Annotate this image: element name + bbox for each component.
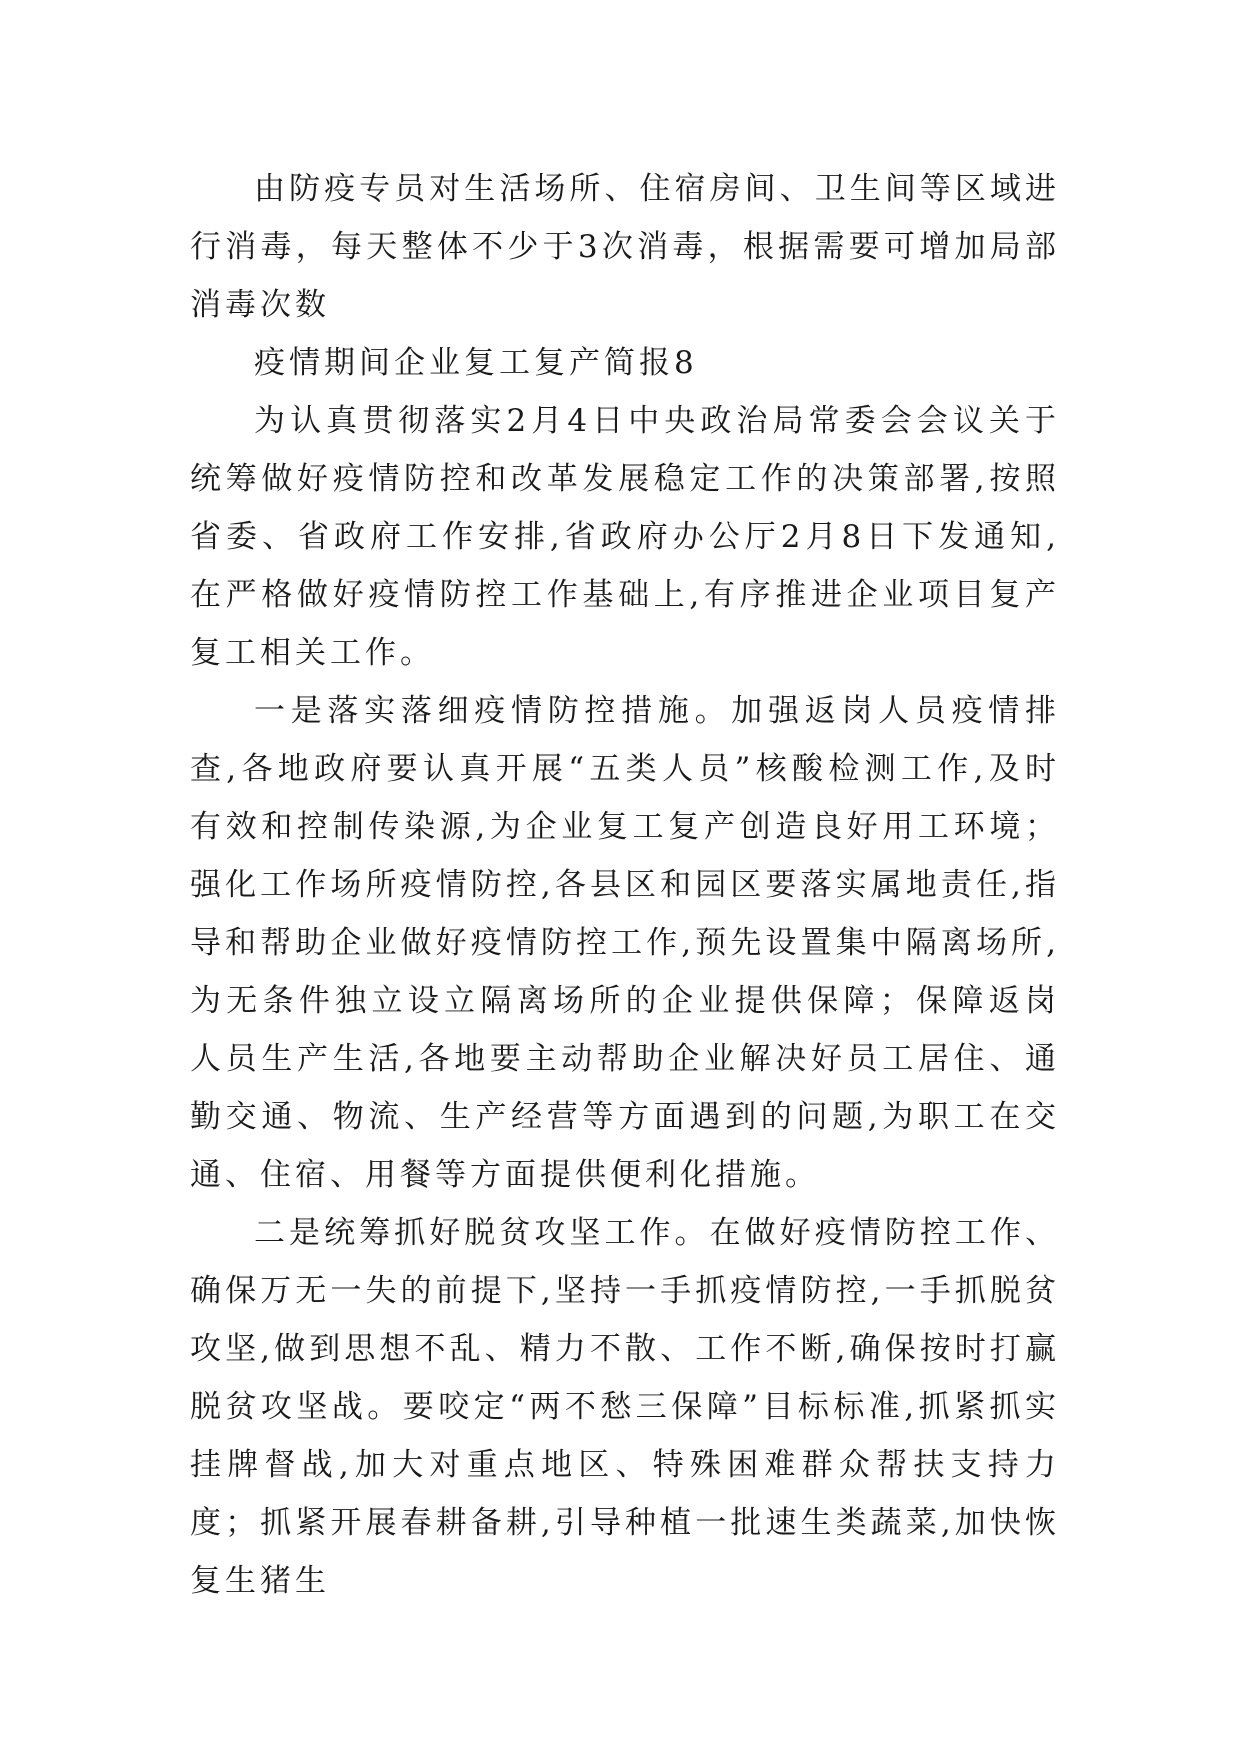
- paragraph-point-one: 一是落实落细疫情防控措施。加强返岗人员疫情排查,各地政府要认真开展“五类人员”核酸检测工作,及时有效和控制传染源,为企业复工复产创造良好用工环境；强化工作场所疫情防控,各县区和园区要落实属地责任,指导和帮助企业做好疫情防控工作,预先设置集中隔离场所,为无条件独立设立隔离场所的企业提供保障；保障返岗人员生产生活,各地要主动帮助企业解决好员工居住、通勤交通、物流、生产经营等方面遇到的问题,为职工在交通、住宿、用餐等方面提供便利化措施。: [190, 693, 1060, 1193]
- paragraph-disinfection: 由防疫专员对生活场所、住宿房间、卫生间等区域进行消毒，每天整体不少于3次消毒，根据需要可增加局部消毒次数: [190, 171, 1060, 323]
- document-body: [190, 160, 1060, 1610]
- paragraph-point-two: 二是统筹抓好脱贫攻坚工作。在做好疫情防控工作、确保万无一失的前提下,坚持一手抓疫情防控,一手抓脱贫攻坚,做到思想不乱、精力不散、工作不断,确保按时打赢脱贫攻坚战。要咬定“两不愁三保障”目标标准,抓紧抓实挂牌督战,加大对重点地区、特殊困难群众帮扶支持力度；抓紧开展春耕备耕,引导种植一批速生类蔬菜,加快恢复生猪生: [190, 1215, 1060, 1599]
- section-heading: 疫情期间企业复工复产简报8: [254, 345, 698, 381]
- paragraph-intro: 为认真贯彻落实2月4日中央政治局常委会会议关于统筹做好疫情防控和改革发展稳定工作的决策部署,按照省委、省政府工作安排,省政府办公厅2月8日下发通知,在严格做好疫情防控工作基础上,有序推进企业项目复产复工相关工作。: [190, 403, 1060, 671]
